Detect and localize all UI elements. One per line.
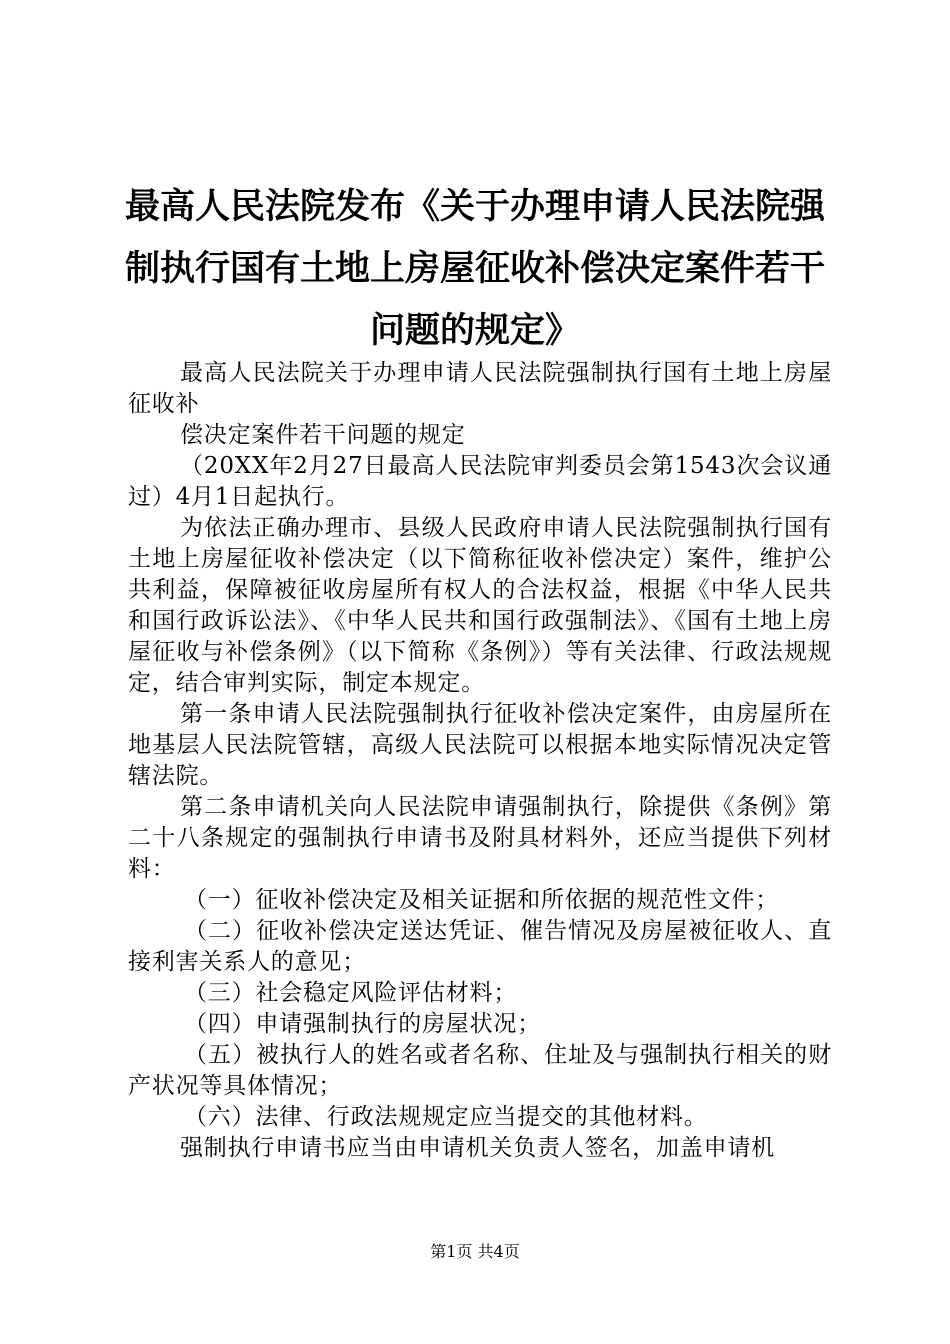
paragraph-regulation-name: 最高人民法院关于办理申请人民法院强制执行国有土地上房屋征收补	[128, 360, 832, 417]
list-item-1: （一）征收补偿决定及相关证据和所依据的规范性文件；	[184, 887, 779, 913]
list-item-6: （六）法律、行政法规规定应当提交的其他材料。	[184, 1104, 708, 1130]
paragraph-signature-requirement: 强制执行申请书应当由申请机关负责人签名，加盖申请机	[180, 1135, 775, 1161]
title-line-1: 最高人民法院发布《关于办理申请人民法院强	[124, 187, 825, 227]
paragraph-preamble: 为依法正确办理市、县级人民政府申请人民法院强制执行国有土地上房屋征收补偿决定（以下简称征收补偿决定）案件，维护公共利益，保障被征收房屋所有权人的合法权益，根据《中华人民共和国行政诉讼法》、《中华人民共和国行政强制法》、《国有土地上房屋征收与补偿条例》（以下简称《条例》）等有关法律、行政法规规定，结合审判实际，制定本规定。	[128, 515, 832, 696]
title-line-3: 问题的规定》	[369, 311, 580, 351]
paragraph-article-1: 第一条申请人民法院强制执行征收补偿决定案件，由房屋所在地基层人民法院管辖，高级人民法院可以根据本地实际情况决定管辖法院。	[128, 701, 832, 789]
paragraph-article-2: 第二条申请机关向人民法院申请强制执行，除提供《条例》第二十八条规定的强制执行申请书及附具材料外，还应当提供下列材料：	[128, 794, 832, 882]
paragraph-adoption-note: （20XX年2月27日最高人民法院审判委员会第1543次会议通过）4月1日起执行。	[128, 453, 832, 510]
title-line-2: 制执行国有土地上房屋征收补偿决定案件若干	[124, 249, 825, 289]
list-item-5: （五）被执行人的姓名或者名称、住址及与强制执行相关的财产状况等具体情况；	[128, 1042, 832, 1099]
page-footer: 第1页 共4页	[430, 1242, 520, 1261]
document-body	[128, 358, 832, 1164]
document-title	[120, 176, 830, 362]
list-item-4: （四）申请强制执行的房屋状况；	[184, 1011, 541, 1037]
list-item-2: （二）征收补偿决定送达凭证、催告情况及房屋被征收人、直接利害关系人的意见；	[128, 918, 832, 975]
paragraph-regulation-name-cont: 偿决定案件若干问题的规定	[180, 422, 466, 448]
list-item-3: （三）社会稳定风险评估材料；	[184, 980, 518, 1006]
